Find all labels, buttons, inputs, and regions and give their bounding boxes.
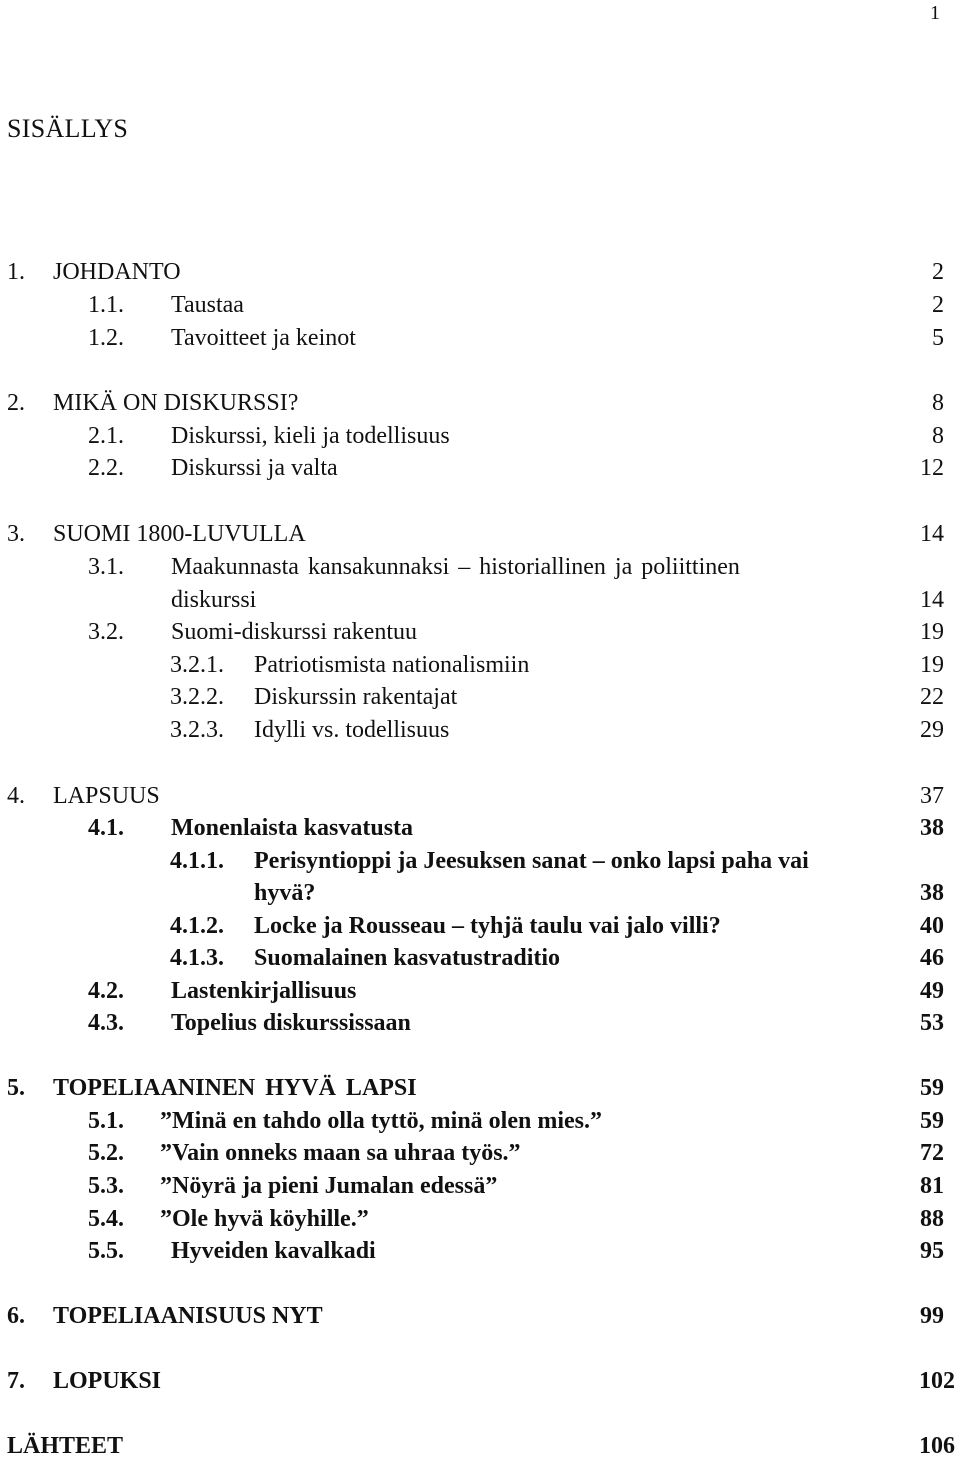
toc-entry[interactable] xyxy=(170,649,944,681)
section-title: Lastenkirjallisuus xyxy=(171,978,357,1004)
page-ref: 19 xyxy=(920,652,944,678)
section-title: Taustaa xyxy=(171,292,244,318)
section-title: TOPELIAANINEN HYVÄ LAPSI xyxy=(53,1075,417,1101)
toc-entry[interactable] xyxy=(88,551,944,583)
page-ref: 88 xyxy=(920,1206,944,1232)
toc-entry[interactable] xyxy=(88,322,944,354)
section-title: Idylli vs. todellisuus xyxy=(254,717,450,743)
toc-entry[interactable] xyxy=(88,812,944,844)
page-ref: 8 xyxy=(932,423,944,449)
section-title: Topelius diskurssissaan xyxy=(171,1010,411,1036)
toc-entry[interactable] xyxy=(7,1300,944,1332)
page-ref: 95 xyxy=(920,1238,944,1264)
section-title: Maakunnasta kansakunnaksi – historiallinen ja poliittinen xyxy=(171,554,740,580)
toc-entry[interactable] xyxy=(88,1203,944,1235)
page-ref: 59 xyxy=(920,1075,944,1101)
page-ref: 12 xyxy=(920,455,944,481)
toc-entry[interactable] xyxy=(88,1235,944,1267)
page-ref: 49 xyxy=(920,978,944,1004)
section-number: 5.4. xyxy=(88,1206,124,1232)
page-number: 1 xyxy=(930,2,940,24)
section-number: 4.3. xyxy=(88,1010,124,1036)
toc-entry[interactable] xyxy=(7,1365,955,1397)
toc-entry[interactable] xyxy=(88,1137,944,1169)
page-ref: 29 xyxy=(920,717,944,743)
section-title: Diskurssi ja valta xyxy=(171,455,338,481)
section-title: ”Nöyrä ja pieni Jumalan edessä” xyxy=(160,1173,498,1199)
section-number: 1.2. xyxy=(88,325,124,351)
toc-entry[interactable] xyxy=(88,452,944,484)
toc-entry[interactable] xyxy=(170,845,944,877)
section-number: 4. xyxy=(7,783,25,809)
section-number: 3. xyxy=(7,521,25,547)
toc-entry[interactable] xyxy=(170,714,944,746)
section-title: MIKÄ ON DISKURSSI? xyxy=(53,390,299,416)
section-number: 5.1. xyxy=(88,1108,124,1134)
page-ref: 72 xyxy=(920,1140,944,1166)
section-title: LÄHTEET xyxy=(7,1433,124,1459)
section-number: 2.1. xyxy=(88,423,124,449)
toc-entry[interactable] xyxy=(88,975,944,1007)
section-number: 4.1. xyxy=(88,815,124,841)
section-title: Hyveiden kavalkadi xyxy=(171,1238,376,1264)
section-title: hyvä? xyxy=(254,880,316,906)
section-title: Diskurssi, kieli ja todellisuus xyxy=(171,423,450,449)
toc-entry[interactable] xyxy=(88,1170,944,1202)
section-title: ”Vain onneks maan sa uhraa työs.” xyxy=(160,1140,521,1166)
toc-entry[interactable] xyxy=(88,289,944,321)
toc-entry[interactable] xyxy=(7,387,944,419)
section-number: 5.5. xyxy=(88,1238,124,1264)
section-number: 5. xyxy=(7,1075,25,1101)
section-title: Suomalainen kasvatustraditio xyxy=(254,945,561,971)
page-ref: 38 xyxy=(920,880,944,906)
section-title: SUOMI 1800-LUVULLA xyxy=(53,521,306,547)
section-title: diskurssi xyxy=(171,587,257,613)
page-ref: 46 xyxy=(920,945,944,971)
toc-entry[interactable] xyxy=(7,518,944,550)
section-number: 3.1. xyxy=(88,554,124,580)
section-number: 4.1.3. xyxy=(170,945,224,971)
section-number: 5.3. xyxy=(88,1173,124,1199)
page-ref: 8 xyxy=(932,390,944,416)
section-number: 1.1. xyxy=(88,292,124,318)
page-ref: 38 xyxy=(920,815,944,841)
page-ref: 59 xyxy=(920,1108,944,1134)
toc-entry[interactable] xyxy=(7,780,944,812)
toc-entry[interactable] xyxy=(88,616,944,648)
section-title: JOHDANTO xyxy=(53,259,181,285)
section-number: 2.2. xyxy=(88,455,124,481)
section-title: ”Ole hyvä köyhille.” xyxy=(160,1206,369,1232)
page-ref: 102 xyxy=(919,1368,955,1394)
section-number: 6. xyxy=(7,1303,25,1329)
section-number: 5.2. xyxy=(88,1140,124,1166)
toc-entry[interactable] xyxy=(7,256,944,288)
page-ref: 5 xyxy=(932,325,944,351)
page-ref: 14 xyxy=(920,587,944,613)
page-ref: 19 xyxy=(920,619,944,645)
toc-entry[interactable] xyxy=(88,1007,944,1039)
toc-entry[interactable] xyxy=(170,910,944,942)
page-ref: 81 xyxy=(920,1173,944,1199)
section-title: Perisyntioppi ja Jeesuksen sanat – onko lapsi paha vai xyxy=(254,848,809,874)
page-ref: 2 xyxy=(932,259,944,285)
page-ref: 40 xyxy=(920,913,944,939)
section-number: 4.2. xyxy=(88,978,124,1004)
section-number: 3.2.2. xyxy=(170,684,224,710)
page-ref: 37 xyxy=(920,783,944,809)
section-number: 3.2.1. xyxy=(170,652,224,678)
section-number: 2. xyxy=(7,390,25,416)
section-title: Patriotismista nationalismiin xyxy=(254,652,530,678)
section-number: 4.1.2. xyxy=(170,913,224,939)
section-title: LAPSUUS xyxy=(53,783,160,809)
toc-entry-continuation[interactable] xyxy=(88,584,944,616)
section-title: LOPUKSI xyxy=(53,1368,162,1394)
toc-entry[interactable] xyxy=(7,1430,955,1462)
toc-entry[interactable] xyxy=(7,1072,944,1104)
page-ref: 22 xyxy=(920,684,944,710)
page-ref: 14 xyxy=(920,521,944,547)
section-number: 3.2.3. xyxy=(170,717,224,743)
page-ref: 106 xyxy=(919,1433,955,1459)
page-ref: 2 xyxy=(932,292,944,318)
section-title: TOPELIAANISUUS NYT xyxy=(53,1303,323,1329)
toc-title: SISÄLLYS xyxy=(7,114,129,143)
section-number: 1. xyxy=(7,259,25,285)
toc-entry[interactable] xyxy=(170,681,944,713)
section-title: Suomi-diskurssi rakentuu xyxy=(171,619,417,645)
section-title: Tavoitteet ja keinot xyxy=(171,325,356,351)
section-number: 3.2. xyxy=(88,619,124,645)
section-title: Locke ja Rousseau – tyhjä taulu vai jalo villi? xyxy=(254,913,721,939)
toc-entry[interactable] xyxy=(88,1105,944,1137)
toc-entry[interactable] xyxy=(88,420,944,452)
section-title: Diskurssin rakentajat xyxy=(254,684,458,710)
section-title: Monenlaista kasvatusta xyxy=(171,815,414,841)
section-number: 7. xyxy=(7,1368,25,1394)
toc-entry-continuation[interactable] xyxy=(170,877,944,909)
page-ref: 53 xyxy=(920,1010,944,1036)
page-ref: 99 xyxy=(920,1303,944,1329)
section-title: ”Minä en tahdo olla tyttö, minä olen mies.” xyxy=(160,1108,602,1134)
toc-entry[interactable] xyxy=(170,942,944,974)
section-number: 4.1.1. xyxy=(170,848,224,874)
